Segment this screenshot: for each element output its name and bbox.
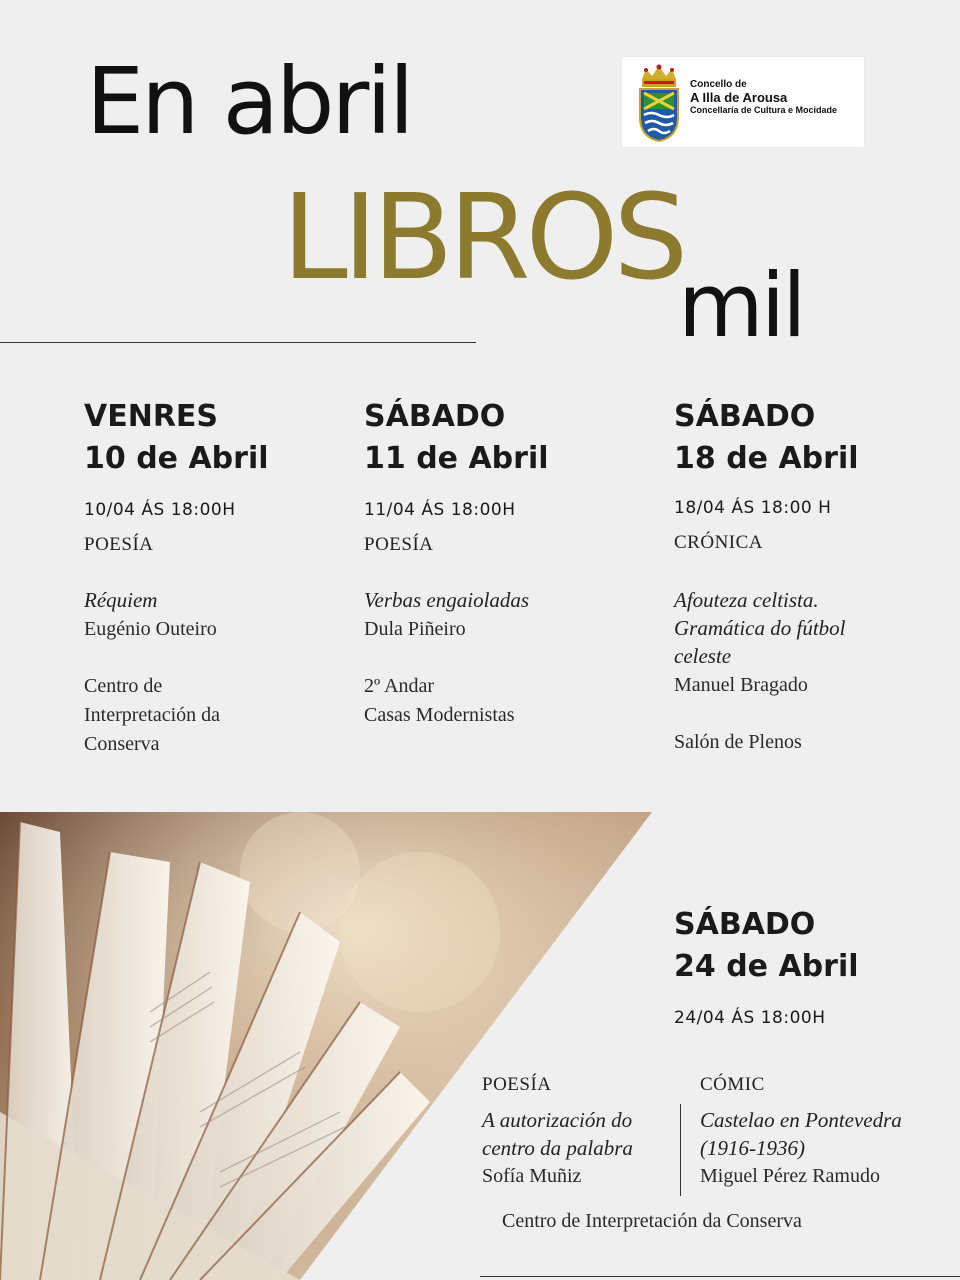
header-divider xyxy=(0,342,476,343)
event-3-author: Manuel Bragado xyxy=(674,674,808,696)
council-logo xyxy=(622,57,864,147)
event-2-date: 11 de Abril xyxy=(364,441,549,476)
event-4b-genre: CÓMIC xyxy=(700,1074,765,1095)
event-2-venue-line-2: Casas Modernistas xyxy=(364,704,515,726)
logo-line-department: Concellaría de Cultura e Mocidade xyxy=(690,105,838,116)
event-4a-genre: POESÍA xyxy=(482,1074,552,1095)
event-3-date: 18 de Abril xyxy=(674,441,859,476)
event-2-title: Verbas engaioladas xyxy=(364,588,530,612)
title-mil: mil xyxy=(678,254,804,357)
event-4a-title-line-2: centro da palabra xyxy=(482,1136,633,1160)
event-1-venue-line-2: Interpretación da xyxy=(84,704,221,726)
event-3-time: 18/04 ÁS 18:00 H xyxy=(674,498,832,518)
event-4a-author: Sofía Muñiz xyxy=(482,1165,582,1187)
event-1-time: 10/04 ÁS 18:00H xyxy=(84,500,236,520)
event-4-date: 24 de Abril xyxy=(674,949,859,984)
event-4b-author: Miguel Pérez Ramudo xyxy=(700,1165,880,1187)
event-4-column-divider xyxy=(680,1104,681,1196)
event-1-date: 10 de Abril xyxy=(84,441,269,476)
event-1-weekday: VENRES xyxy=(84,399,219,434)
event-4a-title-line-1: A autorización do xyxy=(482,1108,633,1132)
event-2-weekday: SÁBADO xyxy=(364,399,506,434)
event-4-time: 24/04 ÁS 18:00H xyxy=(674,1008,826,1028)
event-4-venue: Centro de Interpretación da Conserva xyxy=(502,1210,802,1232)
event-3-genre: CRÓNICA xyxy=(674,532,764,553)
event-4b-title-line-2: (1916-1936) xyxy=(700,1136,805,1160)
event-3-title-line-2: Gramática do fútbol xyxy=(674,616,846,640)
footer-divider xyxy=(480,1276,960,1277)
event-4b-title-line-1: Castelao en Pontevedra xyxy=(700,1108,902,1132)
event-1-title: Réquiem xyxy=(84,588,158,612)
event-3-title-line-1: Afouteza celtista. xyxy=(674,588,819,612)
event-1-venue-line-1: Centro de xyxy=(84,675,163,697)
event-3-title-line-3: celeste xyxy=(674,644,732,668)
logo-line-municipality: A Illa de Arousa xyxy=(690,89,788,105)
logo-line-concello: Concello de xyxy=(690,79,747,90)
event-2-venue-line-1: 2º Andar xyxy=(364,675,435,697)
event-2-time: 11/04 ÁS 18:00H xyxy=(364,500,516,520)
event-4-weekday: SÁBADO xyxy=(674,907,816,942)
event-3-weekday: SÁBADO xyxy=(674,399,816,434)
event-1-author: Eugénio Outeiro xyxy=(84,618,217,640)
event-3-venue: Salón de Plenos xyxy=(674,731,802,753)
event-2-author: Dula Piñeiro xyxy=(364,618,466,640)
coat-of-arms-icon xyxy=(636,63,682,143)
event-1-genre: POESÍA xyxy=(84,534,154,555)
event-2-genre: POESÍA xyxy=(364,534,434,555)
title-libros: LIBROS xyxy=(282,168,684,306)
title-en-abril: En abril xyxy=(86,48,412,155)
event-1-venue-line-3: Conserva xyxy=(84,733,160,755)
